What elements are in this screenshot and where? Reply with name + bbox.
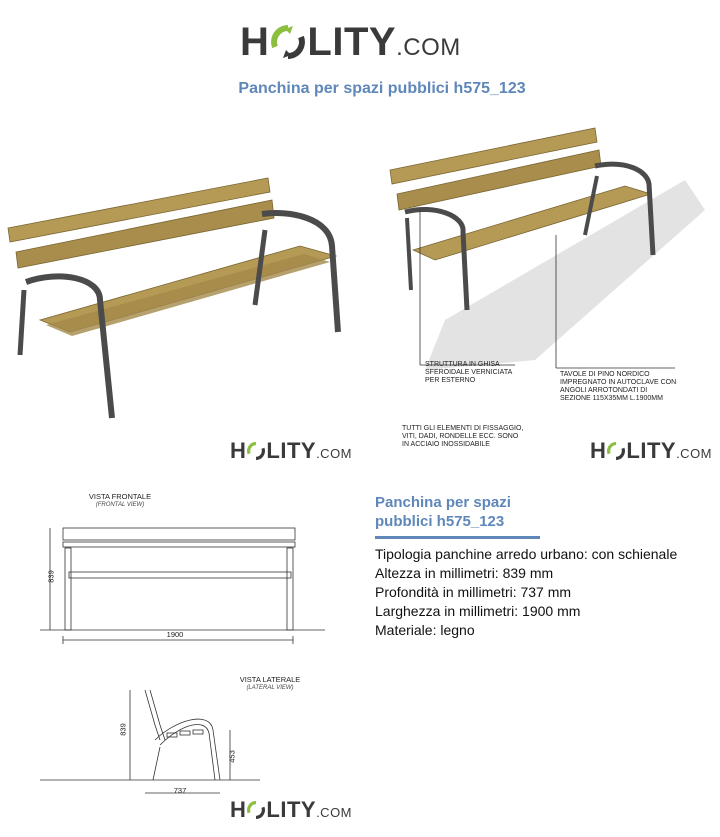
side-depth-dim: 737 — [173, 786, 187, 795]
spec-panel — [375, 493, 710, 640]
brand-logo — [240, 20, 461, 65]
spec-line: Materiale: legno — [375, 622, 475, 638]
logo-letter-h: H — [240, 20, 270, 64]
front-view-label: VISTA FRONTALE — [88, 492, 152, 501]
recycle-o-icon — [607, 440, 625, 458]
callout-boards: TAVOLE DI PINO NORDICO IMPREGNATO IN AUTOCLAVE CON ANGOLI ARROTONDATI DI SEZIONE 115X35MM L.1900MM — [560, 371, 677, 402]
callout-structure: STRUTTURA IN GHISA SFEROIDALE VERNICIATA PER ESTERNO — [425, 361, 512, 384]
side-view-label: VISTA LATERALE — [239, 675, 301, 684]
spec-line: Tipologia panchine arredo urbano: con schienale — [375, 546, 678, 562]
spec-line: Altezza in millimetri: 839 mm — [375, 565, 554, 581]
spec-title-line1: Panchina per spazi — [375, 494, 511, 511]
bench-photo-left — [0, 170, 350, 430]
front-view-sublabel: (FRONTAL VIEW) — [95, 502, 145, 508]
recycle-o-icon — [271, 24, 305, 58]
side-height-dim: 839 — [118, 723, 128, 736]
logo-domain: .COM — [316, 805, 353, 820]
front-height-dim: 839 — [46, 570, 56, 583]
spec-divider — [375, 536, 540, 539]
side-seat-height-dim: 453 — [227, 750, 237, 763]
logo-letters-lity: LITY — [626, 438, 677, 463]
logo-letter-h: H — [230, 797, 247, 822]
logo-letters-lity: LITY — [307, 20, 397, 64]
logo-letter-h: H — [590, 438, 607, 463]
logo-letters-lity: LITY — [266, 797, 317, 822]
logo-letters-lity: LITY — [266, 438, 317, 463]
recycle-o-icon — [247, 440, 265, 458]
spec-line: Profondità in millimetri: 737 mm — [375, 584, 572, 600]
spec-title-line2: pubblici h575_123 — [375, 513, 505, 530]
photo-left-logo — [230, 438, 352, 464]
recycle-o-icon — [247, 799, 265, 817]
spec-line: Larghezza in millimetri: 1900 mm — [375, 603, 581, 619]
photo-right-logo — [590, 438, 712, 464]
logo-domain: .COM — [676, 446, 713, 461]
side-view-sublabel: (LATERAL VIEW) — [246, 685, 294, 691]
page-title: Panchina per spazi pubblici h575_123 — [238, 80, 526, 97]
logo-domain: .COM — [396, 34, 461, 61]
callout-fixings: TUTTI GLI ELEMENTI DI FISSAGGIO, VITI, DADI, RONDELLE ECC. SONO IN ACCIAIO INOSSIDABILE — [402, 425, 524, 448]
front-width-dim: 1900 — [166, 630, 184, 639]
logo-letter-h: H — [230, 438, 247, 463]
bottom-logo — [230, 797, 352, 823]
logo-domain: .COM — [316, 446, 353, 461]
